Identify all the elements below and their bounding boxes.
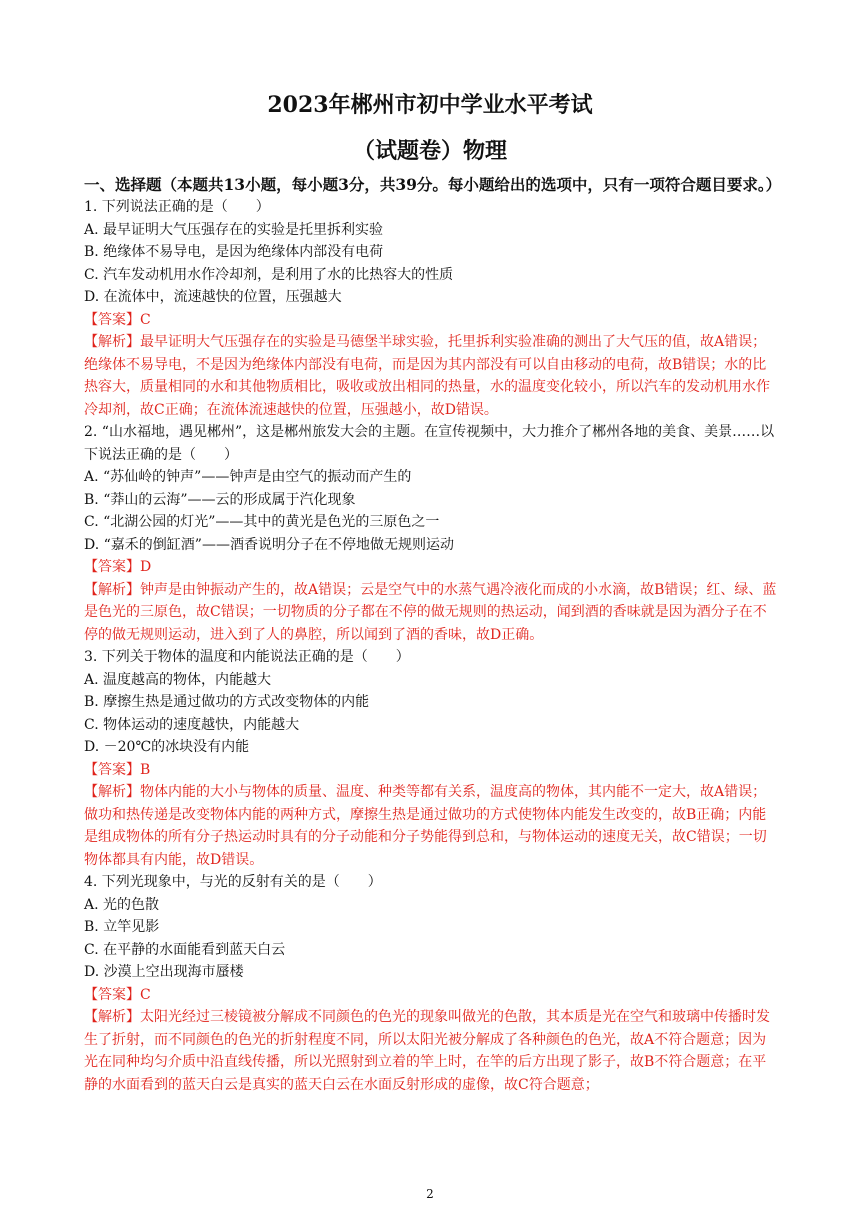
question-2 <box>84 421 780 646</box>
analysis-paragraph: 【解析】物体内能的大小与物体的质量、温度、种类等都有关系，温度高的物体，其内能不一定大，故A错误；做功和热传递是改变物体内能的两种方式，摩擦生热是通过做功的方式使物体内能发生改变的，故B正确；内能是组成物体的所有分子热运动时具有的分子动能和分子势能得到总和，与物体运动的速度无关，故C错误；一切物体都具有内能，故D错误。 <box>84 784 767 868</box>
option-a: A. 光的色散 <box>84 896 160 913</box>
analysis-paragraph: 【解析】钟声是由钟振动产生的，故A错误；云是空气中的水蒸气遇冷液化而成的小水滴，故B错误；红、绿、蓝是色光的三原色，故C错误；一切物质的分子都在不停的做无规则的热运动，闻到酒的香味就是因为酒分子在不停的做无规则运动，进入到了人的鼻腔，所以闻到了酒的香味，故D正确。 <box>84 581 777 643</box>
question-4 <box>84 871 780 1096</box>
option-d: D. “嘉禾的倒缸酒”——酒香说明分子在不停地做无规则运动 <box>84 536 454 553</box>
exam-content <box>84 174 780 1096</box>
section-heading: 一、选择题（本题共13小题，每小题3分，共39分。每小题给出的选项中，只有一项符合题目要求。） <box>84 175 782 194</box>
page-number: 2 <box>426 1187 434 1201</box>
option-d: D. 沙漠上空出现海市蜃楼 <box>84 964 244 980</box>
option-a: A. 温度越高的物体，内能越大 <box>84 671 272 688</box>
option-d: D. －20℃的冰块没有内能 <box>84 739 250 755</box>
question-1 <box>84 196 780 421</box>
question-stem: 1. 下列说法正确的是（ ） <box>84 199 270 215</box>
question-3 <box>84 646 780 871</box>
option-b: B. “莽山的云海”——云的形成属于汽化现象 <box>84 491 356 508</box>
answer-line: 【答案】C <box>84 311 151 328</box>
option-c: C. 汽车发动机用水作冷却剂，是利用了水的比热容大的性质 <box>84 266 454 283</box>
answer-line: 【答案】D <box>84 559 152 575</box>
option-c: C. 在平静的水面能看到蓝天白云 <box>84 941 286 958</box>
analysis-paragraph: 【解析】最早证明大气压强存在的实验是马德堡半球实验，托里拆利实验准确的测出了大气压的值，故A错误；绝缘体不易导电，不是因为绝缘体内部没有电荷，而是因为其内部没有可以自由移动的电荷，故B错误；水的比热容大，质量相同的水和其他物质相比，吸收或放出相同的热量，水的温度变化较小，所以汽车的发动机用水作冷却剂，故C正确；在流体流速越快的位置，压强越小，故D错误。 <box>84 334 770 418</box>
exam-title: 2023年郴州市初中学业水平考试 <box>267 92 593 118</box>
question-stem: 2. “山水福地，遇见郴州”，这是郴州旅发大会的主题。在宣传视频中，大力推介了郴州各地的美食、美景……以下说法正确的是（ ） <box>84 424 775 463</box>
option-c: C. 物体运动的速度越快，内能越大 <box>84 716 300 733</box>
question-stem: 3. 下列关于物体的温度和内能说法正确的是（ ） <box>84 649 410 665</box>
question-stem: 4. 下列光现象中，与光的反射有关的是（ ） <box>84 874 382 890</box>
option-a: A. “苏仙岭的钟声”——钟声是由空气的振动而产生的 <box>84 469 412 485</box>
exam-subtitle: （试题卷）物理 <box>352 138 507 164</box>
answer-line: 【答案】C <box>84 986 151 1003</box>
option-c: C. “北湖公园的灯光”——其中的黄光是色光的三原色之一 <box>84 514 440 530</box>
analysis-paragraph: 【解析】太阳光经过三棱镜被分解成不同颜色的色光的现象叫做光的色散，其本质是光在空气和玻璃中传播时发生了折射，而不同颜色的色光的折射程度不同，所以太阳光被分解成了各种颜色的色光，故A不符合题意；因为光在同种均匀介质中沿直线传播，所以光照射到立着的竿上时，在竿的后方出现了影子，故B不符合题意；在平静的水面看到的蓝天白云是真实的蓝天白云在水面反射形成的虚像，故C符合题意； <box>84 1009 770 1093</box>
option-b: B. 绝缘体不易导电，是因为绝缘体内部没有电荷 <box>84 244 384 260</box>
option-a: A. 最早证明大气压强存在的实验是托里拆利实验 <box>84 221 384 238</box>
answer-line: 【答案】B <box>84 761 151 778</box>
option-d: D. 在流体中，流速越快的位置，压强越大 <box>84 289 342 305</box>
option-b: B. 立竿见影 <box>84 919 160 935</box>
option-b: B. 摩擦生热是通过做功的方式改变物体的内能 <box>84 694 370 710</box>
